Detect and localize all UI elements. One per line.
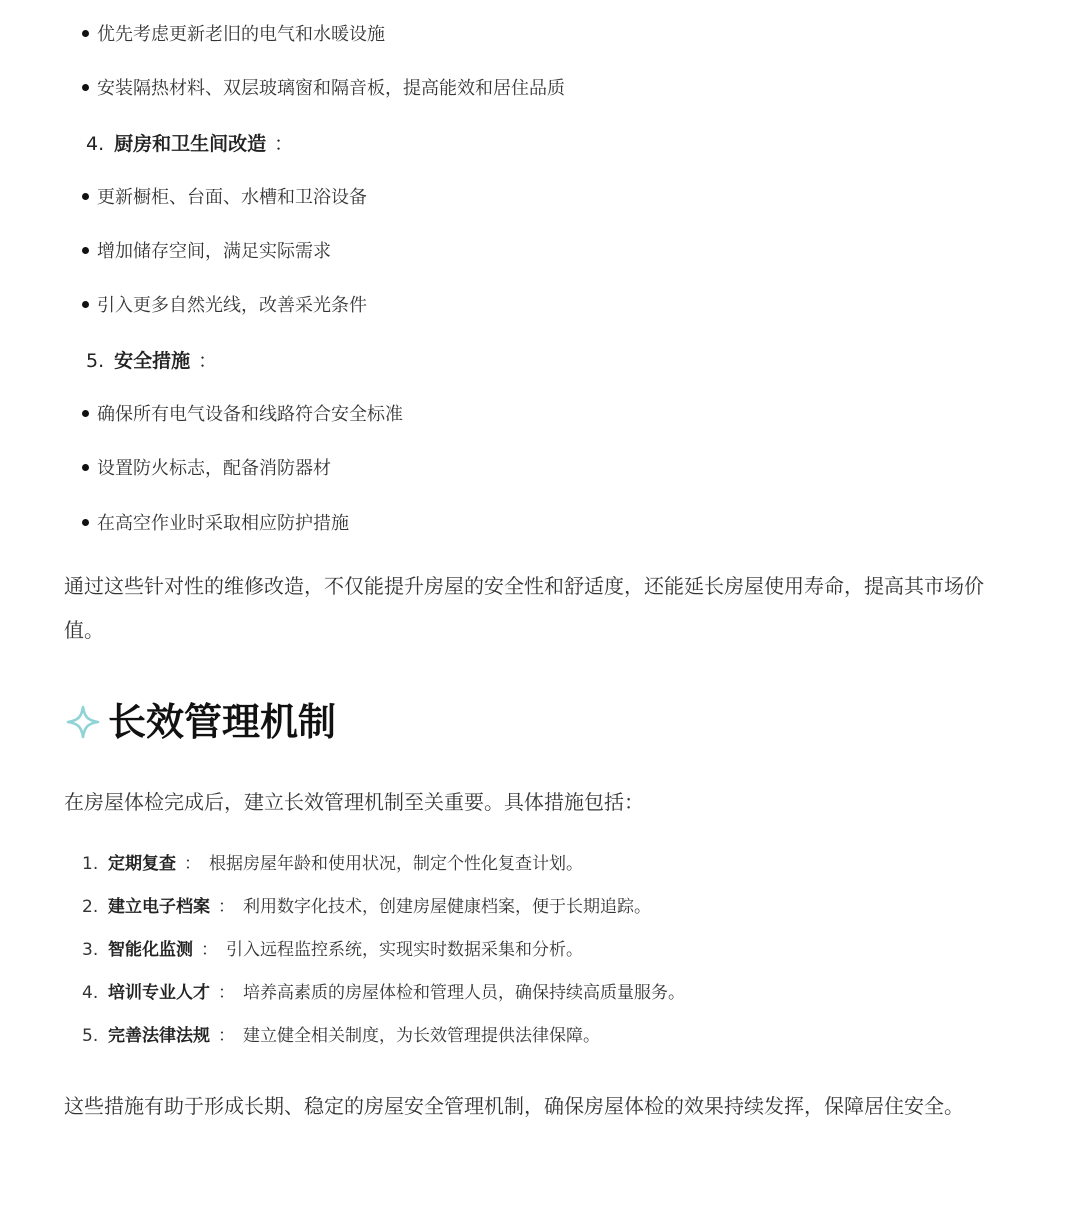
list-colon: ： (218, 983, 235, 1003)
subheading-kitchen-bathroom (86, 132, 293, 156)
list-term: 定期复查 (108, 854, 176, 874)
list-item (82, 241, 331, 263)
list-item-text: 引入更多自然光线，改善采光条件 (97, 295, 367, 316)
list-item (82, 78, 565, 100)
list-number: 3. (82, 940, 99, 960)
bullet-icon (82, 519, 89, 526)
bullet-icon (82, 301, 89, 308)
list-term: 完善法律法规 (108, 1026, 210, 1046)
closing-paragraph: 这些措施有助于形成长期、稳定的房屋安全管理机制，确保房屋体检的效果持续发挥，保障居住安全。 (64, 1094, 964, 1118)
subheading-title: 安全措施 (114, 350, 191, 372)
bullet-icon (82, 247, 89, 254)
list-colon: ： (201, 940, 218, 960)
list-item-text: 优先考虑更新老旧的电气和水暖设施 (97, 24, 385, 45)
list-item (82, 981, 685, 1005)
list-term: 培训专业人才 (108, 983, 210, 1003)
summary-paragraph: 通过这些针对性的维修改造，不仅能提升房屋的安全性和舒适度，还能延长房屋使用寿命，提高其市场价值。 (64, 574, 984, 642)
list-item (82, 938, 583, 962)
subheading-colon: ： (198, 350, 218, 372)
bullet-icon (82, 193, 89, 200)
intro-paragraph: 在房屋体检完成后，建立长效管理机制至关重要。具体措施包括： (64, 790, 644, 814)
list-desc: 利用数字化技术，创建房屋健康档案，便于长期追踪。 (243, 897, 651, 917)
list-number: 2. (82, 897, 99, 917)
list-item-text: 增加储存空间，满足实际需求 (97, 241, 331, 262)
list-item-text: 设置防火标志，配备消防器材 (97, 458, 331, 479)
list-colon: ： (218, 897, 235, 917)
list-item (82, 24, 385, 46)
list-term: 智能化监测 (108, 940, 193, 960)
bullet-icon (82, 84, 89, 91)
bullet-icon (82, 464, 89, 471)
list-desc: 培养高素质的房屋体检和管理人员，确保持续高质量服务。 (243, 983, 685, 1003)
bullet-icon (82, 30, 89, 37)
list-desc: 引入远程监控系统，实现实时数据采集和分析。 (226, 940, 583, 960)
list-item (82, 895, 651, 919)
list-item (82, 1024, 600, 1048)
subheading-colon: ： (274, 133, 294, 155)
list-item (82, 404, 403, 426)
list-item (82, 458, 331, 480)
sparkle-icon (66, 705, 100, 739)
section-title-text: 长效管理机制 (108, 700, 337, 744)
list-colon: ： (218, 1026, 235, 1046)
subheading-number: 5. (86, 350, 105, 372)
list-item (82, 295, 367, 317)
list-term: 建立电子档案 (108, 897, 210, 917)
subheading-number: 4. (86, 133, 105, 155)
list-item (82, 187, 367, 209)
list-colon: ： (184, 854, 201, 874)
list-item-text: 更新橱柜、台面、水槽和卫浴设备 (97, 187, 367, 208)
section-title (66, 694, 336, 750)
list-item-text: 安装隔热材料、双层玻璃窗和隔音板，提高能效和居住品质 (97, 78, 565, 99)
list-desc: 根据房屋年龄和使用状况，制定个性化复查计划。 (209, 854, 583, 874)
list-item-text: 在高空作业时采取相应防护措施 (97, 513, 349, 534)
list-item (82, 513, 349, 535)
list-desc: 建立健全相关制度，为长效管理提供法律保障。 (243, 1026, 600, 1046)
list-item-text: 确保所有电气设备和线路符合安全标准 (97, 404, 403, 425)
subheading-safety (86, 349, 217, 373)
list-item (82, 852, 583, 876)
list-number: 1. (82, 854, 99, 874)
subheading-title: 厨房和卫生间改造 (114, 133, 267, 155)
list-number: 4. (82, 983, 99, 1003)
list-number: 5. (82, 1026, 99, 1046)
bullet-icon (82, 410, 89, 417)
